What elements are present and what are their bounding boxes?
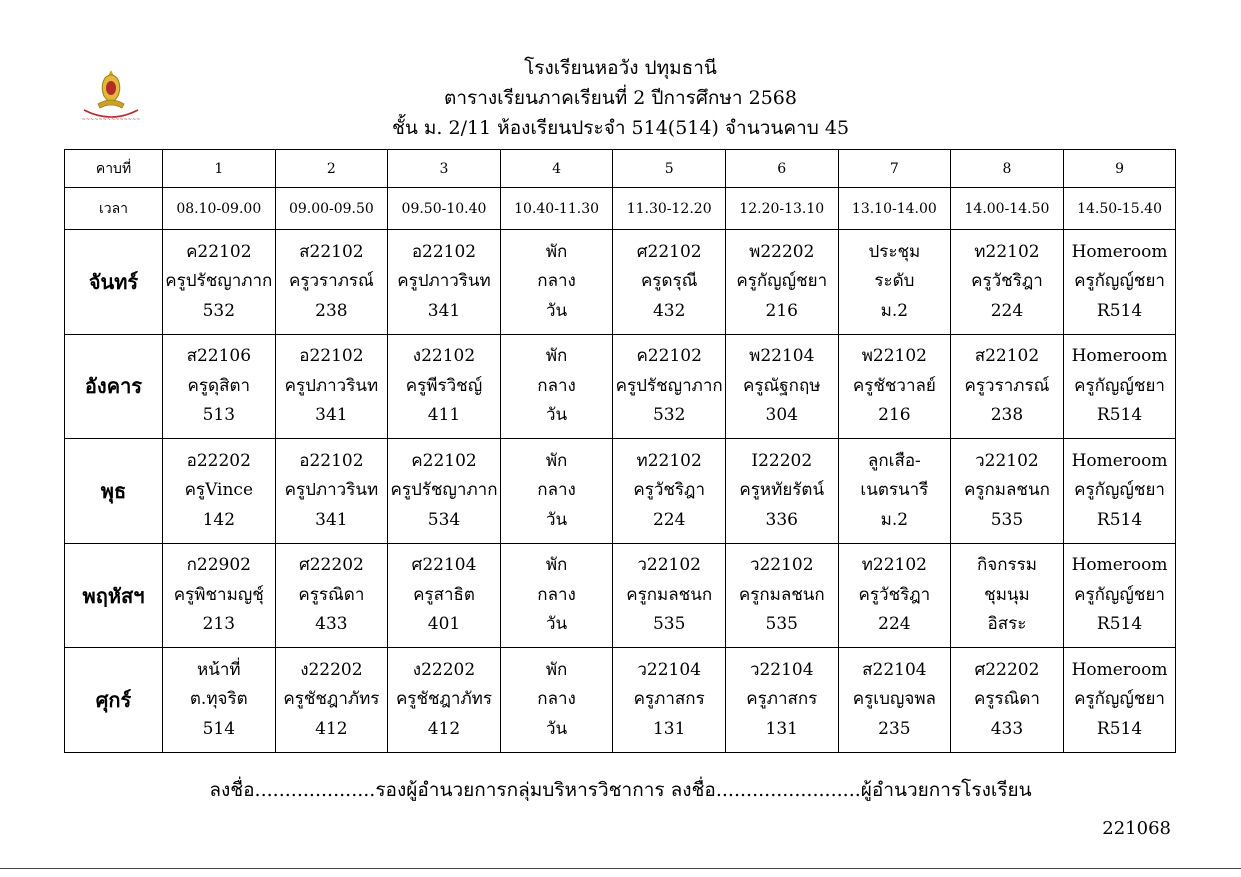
room-number: 433 [990,718,1024,739]
subject-code: ค22102 [186,241,252,262]
teacher-name: ครูณัฐกฤษ [743,375,821,396]
schedule-cell [163,334,276,439]
document-header [0,53,1241,143]
room-number: 336 [765,509,798,530]
subject-code: ง22202 [412,659,476,680]
subject-code: ประชุม [868,241,921,262]
teacher-name: ครูกัญญ์ชยา [1074,271,1165,292]
teacher-name: ครูรณิดา [973,689,1040,710]
teacher-name: ต.ทุจริต [189,689,248,710]
teacher-name: ครูกมลชนก [964,480,1050,501]
subject-code: กิจกรรม [976,555,1037,576]
room-number: วัน [545,300,568,321]
room-number: 412 [315,718,348,739]
day-row [65,543,1176,648]
subject-code: ว22102 [749,555,814,576]
schedule-cell [838,543,951,648]
room-number: 535 [652,614,686,635]
teacher-name: ครูวราภรณ์ [288,271,374,292]
subject-code: พัก [545,659,568,680]
room-number: 341 [427,300,461,321]
subject-code: ว22104 [749,659,814,680]
day-name: อังคาร [65,334,163,439]
room-number: 432 [652,300,686,321]
teacher-name: ครูดรุณี [640,271,698,292]
subject-code: ก22902 [186,555,251,576]
schedule-cell [725,439,838,544]
teacher-name: ครูชัชฎาภัทร [395,689,493,710]
teacher-name: ครูปภาวรินท [284,375,379,396]
room-number: 142 [202,509,236,530]
room-number: 513 [202,405,236,426]
teacher-name: กลาง [537,584,576,605]
subject-code: ค22102 [636,346,702,367]
period-number: 2 [275,150,388,188]
teacher-name: ครูกมลชนก [626,584,713,605]
teacher-name: เนตรนารี [860,480,929,501]
room-number: 304 [765,405,798,426]
schedule-cell [1063,230,1176,335]
room-number: 216 [765,300,798,321]
subject-code: อ22102 [299,450,364,471]
teacher-name: กลาง [537,480,576,501]
schedule-cell [725,543,838,648]
period-number: 6 [725,150,838,188]
day-row [65,648,1176,753]
schedule-cell [838,439,951,544]
teacher-name: ครูวัชริฎา [633,480,706,501]
room-number: 131 [652,718,686,739]
room-number: 238 [315,300,348,321]
teacher-name: ครูปรัชญาภาก [615,375,723,396]
subject-code: ส22106 [186,346,252,367]
teacher-name: กลาง [537,375,576,396]
period-number: 7 [838,150,951,188]
day-row [65,334,1176,439]
schedule-cell [388,543,501,648]
schedule-cell [613,334,726,439]
time-row [65,188,1176,230]
schedule-cell [388,334,501,439]
subject-code: อ22102 [411,241,477,262]
subject-code: Homeroom [1071,659,1168,680]
room-number: วัน [545,509,568,530]
schedule-cell [613,543,726,648]
school-name: โรงเรียนหอวัง ปทุมธานี [524,57,717,79]
schedule-cell [1063,648,1176,753]
subject-code: ง22202 [300,659,363,680]
room-number: 224 [990,300,1024,321]
teacher-name: ครูกัญญ์ชยา [736,271,828,292]
schedule-cell [951,334,1064,439]
time-slot: 08.10-09.00 [163,188,276,230]
class-info: ชั้น ม. 2/11 ห้องเรียนประจำ 514(514) จำนวนคาบ 45 [391,117,850,139]
document-code: 221068 [1102,818,1171,839]
schedule-cell [613,230,726,335]
schedule-cell [951,648,1064,753]
room-number: 341 [315,509,348,530]
room-number: 235 [878,718,911,739]
teacher-name: ครูกัญญ์ชยา [1074,480,1165,501]
teacher-name: ครูพีรวิชญ์ [405,375,483,396]
period-label: คาบที่ [65,150,163,188]
schedule-cell [275,648,388,753]
subject-code: อ22102 [299,346,364,367]
day-name: ศุกร์ [65,648,163,753]
schedule-cell [388,230,501,335]
day-name: พฤหัสฯ [65,543,163,648]
teacher-name: ครูปรัชญาภาก [390,480,498,501]
room-number: 216 [878,405,911,426]
subject-code: ท22102 [974,241,1040,262]
room-number: 535 [765,614,798,635]
subject-code: ท22102 [636,450,702,471]
period-number: 4 [500,150,613,188]
room-number: 532 [202,300,236,321]
subject-code: พัก [545,450,568,471]
room-number: 535 [990,509,1024,530]
svg-text:~~~~~~~~~~~~~~: ~~~~~~~~~~~~~~ [81,117,141,123]
time-slot: 10.40-11.30 [500,188,613,230]
room-number: R514 [1096,509,1143,530]
schedule-cell [163,230,276,335]
bottom-divider [0,868,1241,869]
day-name: พุธ [65,439,163,544]
period-number: 1 [163,150,276,188]
teacher-name: ครูหทัยรัตน์ [739,480,825,501]
schedule-cell [275,543,388,648]
schedule-cell [163,543,276,648]
schedule-cell [725,648,838,753]
room-number: 238 [990,405,1024,426]
room-number: ม.2 [880,509,909,530]
teacher-name: ครูชัชฎาภัทร [283,689,380,710]
teacher-name: ครูกัญญ์ชยา [1074,584,1165,605]
time-slot: 14.00-14.50 [951,188,1064,230]
term-title: ตารางเรียนภาคเรียนที่ 2 ปีการศึกษา 2568 [444,87,797,109]
subject-code: ว22102 [975,450,1039,471]
period-row [65,150,1176,188]
schedule-cell [500,439,613,544]
period-number: 3 [388,150,501,188]
schedule-cell [163,648,276,753]
room-number: R514 [1096,718,1143,739]
schedule-cell [725,334,838,439]
period-number: 8 [951,150,1064,188]
day-row [65,230,1176,335]
teacher-name: ครูVince [184,480,254,501]
subject-code: ท22102 [861,555,927,576]
time-slot: 09.50-10.40 [388,188,501,230]
time-slot: 14.50-15.40 [1063,188,1176,230]
subject-code: พ22104 [749,346,815,367]
teacher-name: ครูปภาวรินท [397,271,491,292]
subject-code: ว22104 [637,659,701,680]
teacher-name: ครูเบญจพล [852,689,936,710]
teacher-name: กลาง [537,689,576,710]
subject-code: Homeroom [1071,241,1168,262]
room-number: 411 [427,405,461,426]
subject-code: ง22102 [412,346,476,367]
subject-code: หน้าที่ [197,659,241,680]
subject-code: ส22102 [299,241,364,262]
subject-code: ศ22202 [974,659,1040,680]
subject-code: พ22202 [749,241,815,262]
subject-code: พัก [545,555,568,576]
subject-code: I22202 [751,450,813,471]
schedule-cell [275,334,388,439]
room-number: ม.2 [880,300,909,321]
schedule-cell [500,230,613,335]
schedule-cell [1063,334,1176,439]
signature-line: ลงชื่อ....................รองผู้อำนวยการกลุ่มบริหารวิชาการ ลงชื่อ........................ผู้อำนวยการโรงเรียน [209,779,1032,801]
schedule-cell [1063,439,1176,544]
teacher-name: ครูภาสกร [633,689,705,710]
room-number: R514 [1096,614,1143,635]
schedule-cell [500,334,613,439]
room-number: 412 [427,718,461,739]
subject-code: Homeroom [1071,450,1168,471]
schedule-cell [163,439,276,544]
subject-code: ส22104 [862,659,927,680]
day-name: จันทร์ [65,230,163,335]
room-number: R514 [1096,405,1143,426]
schedule-cell [275,230,388,335]
teacher-name: กลาง [537,271,576,292]
timetable [64,149,1176,753]
room-number: 534 [427,509,461,530]
room-number: 131 [765,718,798,739]
subject-code: ศ22104 [411,555,477,576]
schedule-cell [388,439,501,544]
subject-code: พ22102 [861,346,927,367]
schedule-cell [500,648,613,753]
schedule-cell [500,543,613,648]
teacher-name: ชุมนุม [984,584,1030,605]
schedule-cell [388,648,501,753]
subject-code: อ22202 [186,450,251,471]
subject-code: ค22102 [411,450,477,471]
teacher-name: ครูกัญญ์ชยา [1074,375,1165,396]
subject-code: ศ22102 [636,241,702,262]
schedule-cell [951,439,1064,544]
room-number: 224 [652,509,686,530]
period-number: 5 [613,150,726,188]
teacher-name: ระดับ [874,271,915,292]
teacher-name: ครูกมลชนก [738,584,825,605]
schedule-cell [838,334,951,439]
schedule-cell [275,439,388,544]
teacher-name: ครูพิชามญชุ์ [173,584,264,605]
time-slot: 12.20-13.10 [725,188,838,230]
teacher-name: ครูชัชวาลย์ [852,375,936,396]
teacher-name: ครูวราภรณ์ [964,375,1050,396]
teacher-name: ครูวัชริฎา [971,271,1043,292]
schedule-cell [951,230,1064,335]
teacher-name: ครูภาสกร [746,689,818,710]
subject-code: ว22102 [637,555,701,576]
teacher-name: ครูกัญญ์ชยา [1074,689,1165,710]
time-label: เวลา [65,188,163,230]
period-number: 9 [1063,150,1176,188]
schedule-cell [838,648,951,753]
teacher-name: ครูรณิดา [298,584,365,605]
schedule-cell [838,230,951,335]
room-number: 341 [315,405,348,426]
room-number: 433 [315,614,348,635]
subject-code: ศ22202 [298,555,364,576]
subject-code: ลูกเสือ- [867,450,921,471]
subject-code: พัก [545,346,568,367]
room-number: 514 [202,718,236,739]
subject-code: Homeroom [1071,555,1168,576]
schedule-cell [725,230,838,335]
time-slot: 09.00-09.50 [275,188,388,230]
schedule-cell [613,439,726,544]
room-number: 401 [427,614,461,635]
room-number: วัน [545,614,568,635]
schedule-cell [1063,543,1176,648]
time-slot: 11.30-12.20 [613,188,726,230]
teacher-name: ครูวัชริฎา [858,584,931,605]
room-number: วัน [545,405,568,426]
room-number: วัน [545,718,568,739]
room-number: 224 [878,614,911,635]
teacher-name: ครูปภาวรินท [284,480,379,501]
room-number: 213 [202,614,236,635]
teacher-name: ครูปรัชญาภาก [165,271,273,292]
subject-code: Homeroom [1071,346,1168,367]
room-number: 532 [652,405,686,426]
subject-code: ส22102 [974,346,1040,367]
room-number: R514 [1096,300,1143,321]
schedule-cell [613,648,726,753]
subject-code: พัก [545,241,568,262]
teacher-name: ครูดุสิตา [187,375,251,396]
schedule-cell [951,543,1064,648]
time-slot: 13.10-14.00 [838,188,951,230]
day-row [65,439,1176,544]
teacher-name: ครูสาธิต [413,584,475,605]
room-number: อิสระ [987,614,1027,635]
